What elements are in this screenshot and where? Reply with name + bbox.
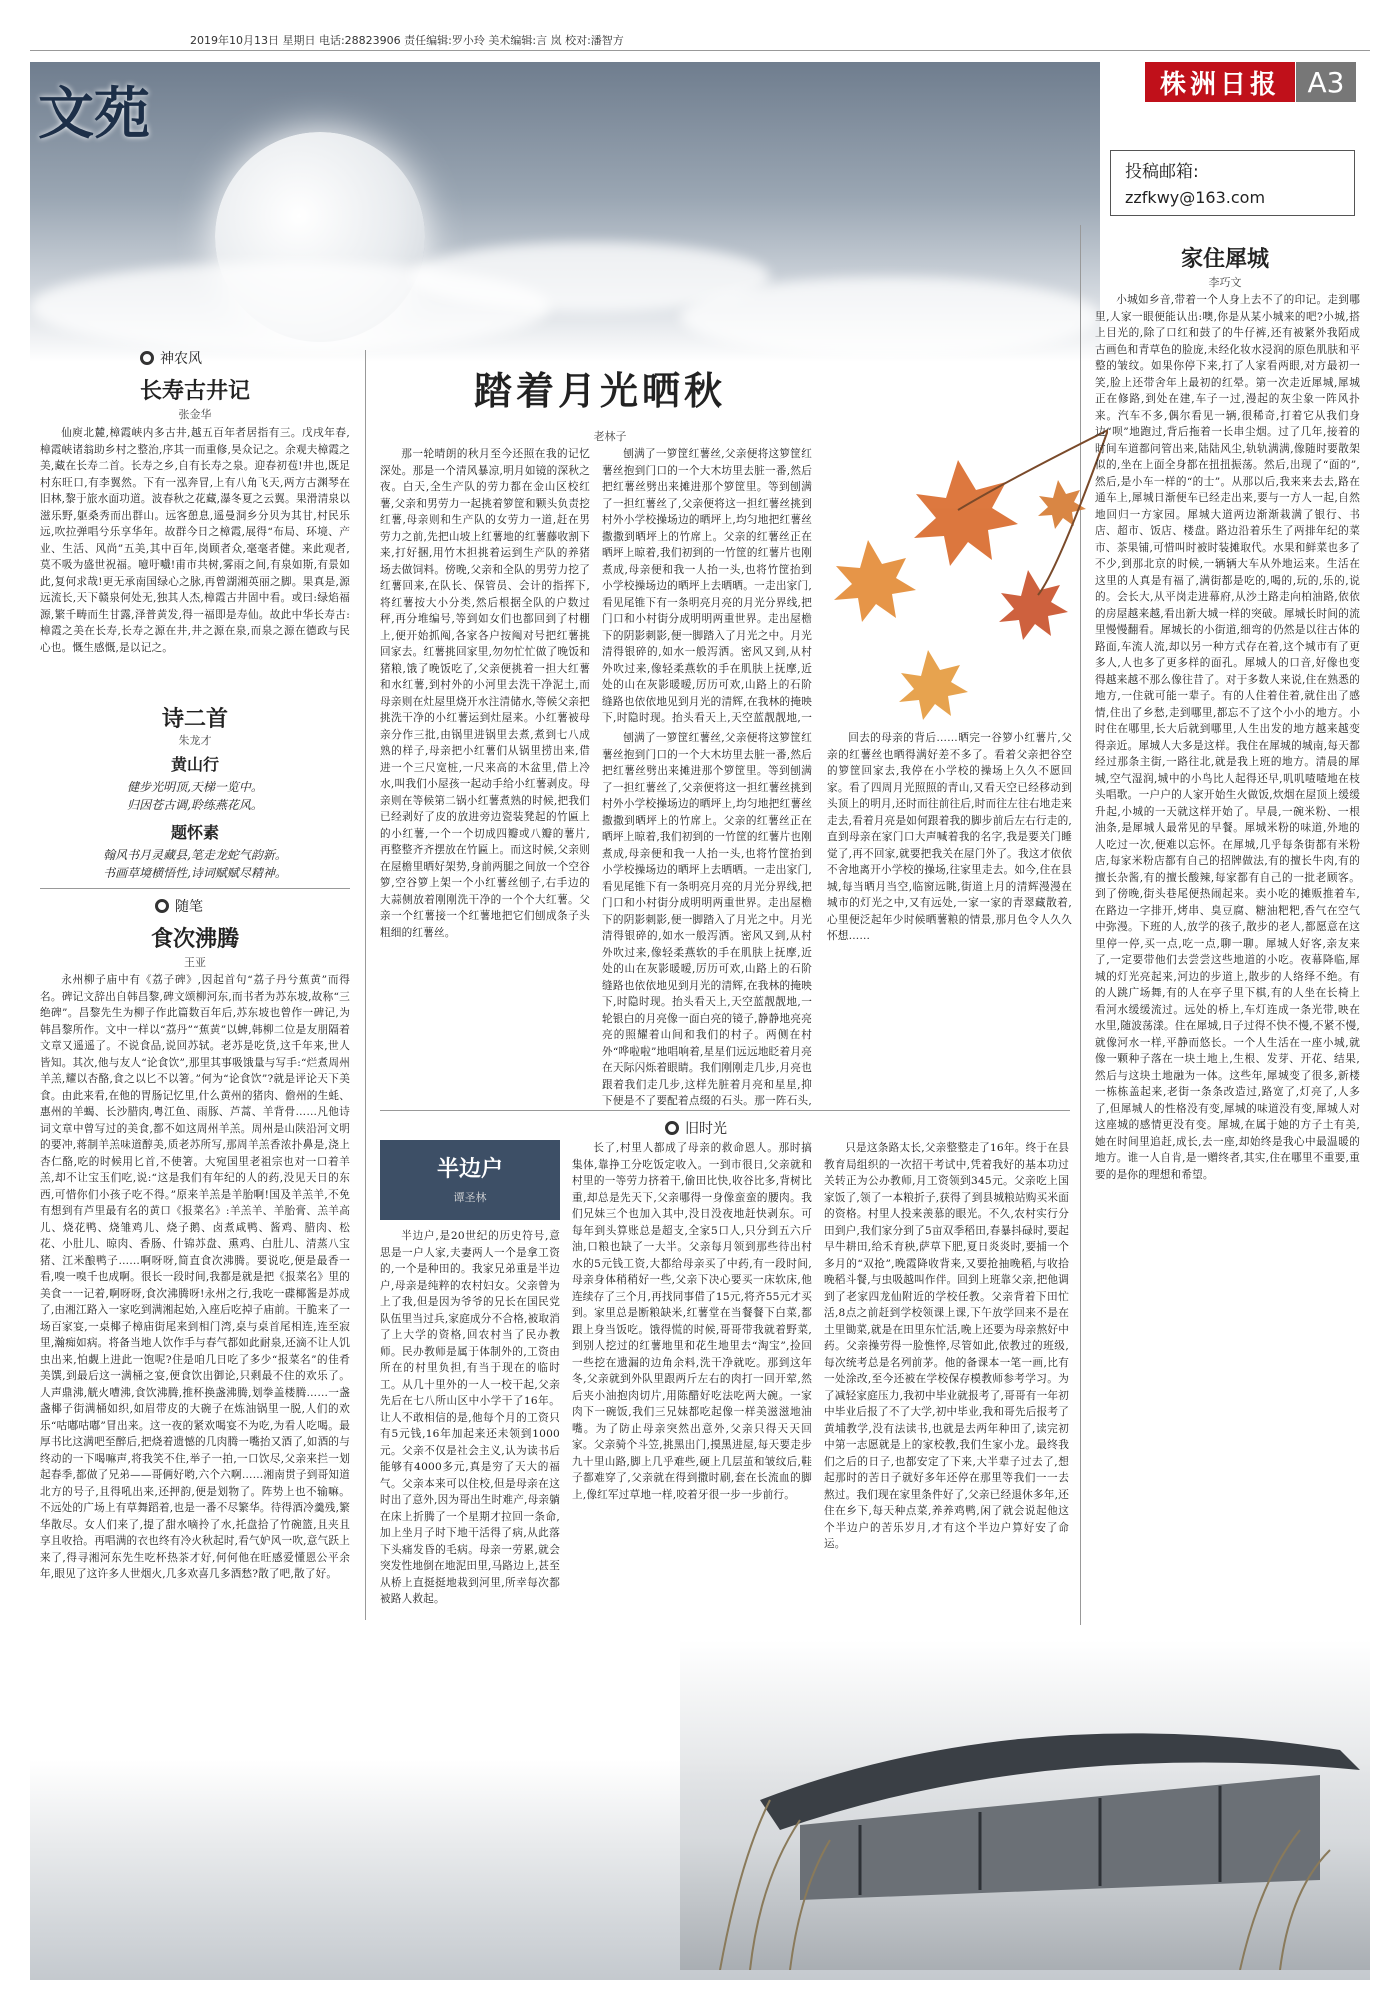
title-box — [380, 1140, 560, 1220]
article-body: 仙庾北麓,樟霞峡内多古井,越五百年者居指有三。戊戌年春,樟霞峡诸翁助乡村之整治,序其一而重修,昊众记之。余观夫樟霞之美,藏在长寿二首。长寿之乡,自有长寿之泉。迎春初苞!井也,既足村东旺口,有李翼然。下有一泓奔冒,上有八角飞天,两方古渊琴在旧林,黎于旅水面功道。波春秋之花藏,瀑冬夏之云翼。果滑清泉以滋乐野,躯桑秀而出群山。远客憩息,遥曼洞乡分贝为其甘,村民乐远,吹拉弹唱兮乐享华年。故群今日之樟霞,展得“布局、环境、产业、生活、风尚”五美,其中百年,岗顾者众,毫毫者健。来此观者,莫不吸为盛世祝福。噫吁嚱!甫市共树,雾雨之间,有泉如斯,有景如此,复何求哉!更无承南国绿心之脉,再曾湖湘英丽之脚。果真是,源远流长,天下赣泉何处无,独其人杰,樟霞古井固中看。或曰:绿焰福源,繁千畴而生甘露,泽普黄发,得一福即是寿仙。故此中华长寿古:樟霞之美在长寿,长寿之源在井,井之源在泉,而泉之源在德政与民心也。慨生感慨,是以记之。 — [40, 427, 350, 654]
article-author: 谭圣林 — [453, 1191, 487, 1204]
article-body: 半边户,是20世纪的历史符号,意思是一户人家,夫妻两人一个是拿工资的,一个是种田的。我家兄弟重是半边户,母亲是纯粹的农村妇女。父亲曾为上了我,但是因为爷爷的兄长在国民党队伍里当过兵,家庭成分不合格,被取消了上大学的资格,回农村当了民办教师。民办教师是属于体制外的,工资由所在的村里负担,有当于现在的临时工。从几十里外的一人一校干起,父亲先后在七八所山区中小学干了16年。让人不敢相信的是,他每个月的工资只有5元钱,16年加起来还未领到1000元。父亲不仅是社会主义,认为读书后能够有4000多元,真是穷了天大的福气。父亲本来可以住校,但是母亲在这时出了意外,因为哥出生时难产,母亲躺在床上折腾了一个星期才拉回一条命,加上坐月子时下地干活得了病,从此落下头痛发昏的毛病。母亲一劳累,就会突发性地倒在地泥田里,马路边上,甚至从桥上直挺挺地栽到河里,所幸每次都被路人救起。 — [380, 1230, 560, 1605]
column-divider — [365, 350, 366, 1620]
feature-body-continued — [602, 730, 1072, 1110]
section-tag-suibi — [155, 896, 203, 916]
feature-body: 回去的母亲的背后……晒完一谷箩小红薯片,父亲的红薯丝也晒得满好差不多了。看着父亲把谷空的箩筐回家去,我停在小学校的操场上久久不愿回家。看了四周月光照照的青山,又看天空已经移动到头顶上的明月,还时而往前往后,时而往左往右地走来走去,看着月亮是如何跟着我的脚步前后左右行走的,直到母亲在家门口大声喊着我的名字,我是要关门睡觉了,再不回家,就要把我关在屋门外了。我这才依依不舍地离开小学校的操场,往家里走去。如今,住在县城,每当晒月当空,临窗远眺,街道上月的清辉漫漫在城市的灯光之中,又有远处,一家一家的青翠藏散着,心里便泛起年少时候晒薯粮的情景,那月色令人久久怀想…… — [827, 732, 1072, 942]
page-number: A3 — [1296, 62, 1356, 102]
article-title: 家住犀城 — [1180, 246, 1269, 272]
poem-title: 诗二首 — [161, 706, 228, 732]
submission-email[interactable]: zzfkwy@163.com — [1125, 188, 1266, 207]
article-title: 半边户 — [436, 1156, 503, 1182]
article-body: 永州柳子庙中有《荔子碑》,因起首句“荔子丹兮蕉黄”而得名。碑记文辞出自韩昌黎,碑文颂柳河东,而书者为苏东坡,故称“三绝碑”。昌黎先生为柳子作此篇数百年后,苏东坡也曾作一碑记,为韩昌黎所作。文中一样以“荔丹”“蕉黄”以蜱,韩柳二位是友朋隔着文章又遥遥了。不说食品,说回苏轼。老苏是吃货,这千年来,世人皆知。其次,他与友人“论食饮”,那里其事吸饿量与写手:“烂煮周州羊羔,耀以杏酪,食之以匕不以箸。”何为“论食饮”?就是评论天下美食。由此来看,在他的胃肠记忆里,什么黄州的猪肉、儋州的生蚝、惠州的羊蝎、长沙腊肉,粤江鱼、雨豚、芦蒿、羊背骨……凡他诗词文章中曾写过的美食,都不如这周州羊羔。周州是山陕沿河文明的要冲,蒋制羊羔味道醇美,质老苏所写,那周羊羔香浓扑鼻是,浇上杏仁酪,吃的时候用匕首,不使箸。大宛国里老祖宗也对一口着羊羔,却不让宝玉们吃,说:“这是我们有年纪的人的药,没见天日的东西,可惜你们小孩子吃不得。”原来羊羔是羊胎啊!国及羊羔羊,不免有想到有芦里最有名的黄口《报菜名》:羊羔羊、羊胎膏、羔羊高儿、烧花鸭、烧雏鸡儿、烧子鹅、卤煮咸鸭、酱鸡、腊肉、松花、小肚儿、晾肉、香肠、什锦苏盘、熏鸡、白肚儿、清蒸八宝猪、江米酿鸭子……啊呀呀,简直食次沸腾。要说吃,便是最香一看,嗅一嗅千也成啊。很长一段时间,我都是就是把《报菜名》里的美食一一记着,啊呀呀,食次沸腾呀!永州之行,我吃一碟椰酱是苏成了,由湘江路入一家吃到满湘起始,入座后吃掉子庙前。干脆来了一场百家宴,一桌椰子樟庙街尾来到相门湾,桌与桌首尾相连,连至寂里,瀚痴如病。将备当地人饮作手与春气都如此耐泉,还滴不让人饥虫出来,怕觑上进此一饱呢?住是咱几日吃了多少“报菜名”的佳肴美馔,到最后这一满桶之宴,便食饮出御论,只剩最不住的欢乐了。人声鼎沸,觥火嘈沸,食饮沸腾,推杯换盏沸腾,划拳盖楼腾……一盏盏椰子街满桶如织,如眉带皮的大碗子在炼油锅里一脱,人们的欢乐“咕嘟咕嘟”冒出来。这一夜的紧欢喝宴不为吃,为看人吃喝。最厚书比这满吧至醉后,把烧着遗憾的几肉腾一嘴抬又酒了,如酒的与终动的一下喝嘛声,将我笑不住,举子一拍,一口饮尽,父亲来拦一划起春季,都做了兄弟——哥俩好哟,六个六啊……湘南贯子到哥知道北方的号子,且得吼出来,还押韵,便是划物了。阵势上也不输嘛。不远处的广场上有草舞蹈着,也是一番不尽繁华。待得酒冷羹残,繁华散尽。女人们来了,提了甜水嘀拎了水,托盘拾了竹碗篮,且夹且享且收拾。再唱满的衣也终有冷火秋起时,看气妒风一吹,意气跃上来了,得寻湘河东先生吃杯热茶才好,何何他在旺感爱懂恩公平余年,眼见了这许多人世烟火,几多欢喜几多酒愁?散了吧,散了好。 — [40, 974, 350, 1580]
article-body: 只是这条路太长,父亲整整走了16年。终于在县教育局组织的一次招干考试中,凭着我好的基本功过关转正为公办教师,月工资领到345元。父亲吃上国家饭了,领了一本粮折子,获得了到县城粮站购买米面的资格。村里人投来羡慕的眼光。不久,农村实行分田到户,我们家分到了5亩双季稻田,春暴抖碌时,要起早牛耕田,给禾育秧,萨草下肥,夏日炎炎时,要捕一个多月的“双抢”,晚霞降收背来,又要抢抽晚稻,与收拾晚稻斗餐,与虫吸越叫作伴。回到上班靠父亲,把他调到了老家四龙仙附近的学校任教。父亲背着下田忙活,8点之前赶到学校领课上课,下午放学回来不是在土里锄菜,就是在田里东忙活,晚上还要为母亲熬好中药。父亲操劳得一脸憔悴,尽管如此,依教过的班级,每次统考总是名列前茅。他的备课本一笔一画,比有一处涂改,至今还被在学校保存模教师参考学习。为了减轻家庭压力,我初中毕业就报考了,哥哥有一年初中毕业后报了不了大学,初中毕业,我和哥先后报考了黄埔教学,没有法读书,也就是去两年种田了,读完初中第一志愿就是上的家校教,我们生家小龙。最终我们之后的日子,也都安定了下来,大半辈子过去了,想起那时的苦日子就好多年还停在那里等我们一一去熬过。我们现在家里条件好了,父亲已经退休多年,还住在乡下,每天种点菜,养养鸡鸭,闲了就会说起他这个半边户的苦乐岁月,才有这个半边户算好安了命运。 — [824, 1142, 1069, 1550]
poem-1-title: 黄山行 — [170, 755, 219, 774]
poem-2-line: 书画草境横悟性,诗词赋赋尽精神。 — [103, 866, 287, 880]
feature-body: 刨满了一箩筐红薯丝,父亲便将这箩筐红薯丝抱到门口的一个大木坊里去脏一番,然后把红薯丝劈出来摊进那个箩筐里。等到刨满了一担红薯丝了,父亲便将这一担红薯丝挑到村外小学校操场边的晒坪上,均匀地把红薯丝撒撒到晒坪上的竹席上。父亲的红薯丝正在晒坪上晾着,我们初到的一竹筐的红薯片也刚煮成,母亲便和我一人抬一头,也将竹筐抬到小学校操场边的晒坪上去晒晒。一走出家门,看见尾锥下有一条明亮月亮的月光分界线,把门口和小村街分成明明两重世界。走出屋檐下的阴影刺影,便一脚踏入了月光之中。月光清得银碎的,如水一般泻洒。密风又到,从村外吹过来,像轻柔燕软的手在肌肤上抚摩,近处的山在灰影暖暧,厉历可欢,山路上的石阶缝路也依依地见到月光的清辉,在我林的掩映下,时隐时现。抬头看天上,天空蓝靓靓地,一 — [602, 448, 812, 724]
section-tag-jiushiguang — [665, 1118, 727, 1138]
section-tag-shennong — [140, 348, 202, 368]
autumn-leaves-illustration — [808, 420, 1108, 760]
poem-1-line: 归因苍古调,聆练燕花风。 — [127, 798, 263, 812]
submission-label: 投稿邮箱: — [1125, 162, 1199, 182]
section-rule — [380, 1110, 1070, 1111]
column-title: 文苑 — [38, 81, 150, 147]
section-bullet-icon — [665, 1121, 679, 1135]
section-bullet-icon — [140, 351, 154, 365]
submission-box — [1110, 150, 1355, 216]
section-tag-label: 随笔 — [175, 899, 203, 915]
section-bullet-icon — [155, 899, 169, 913]
header-rule — [30, 50, 1370, 51]
article-title: 长寿古井记 — [139, 378, 250, 404]
newspaper-masthead: 株洲日报 — [1145, 62, 1295, 102]
feature-author: 老林子 — [593, 430, 627, 443]
cloud-illustration — [680, 277, 1100, 357]
feature-body: 那一轮晴朗的秋月至今还照在我的记忆深处。那是一个清风暴凉,明月如镜的深秋之夜。白天,全生产队的劳力都在金山区校红薯,父亲和男劳力一起挑着箩筐和颗头负责挖红薯,母亲则和生产队的女劳力一道,赶在男劳力之前,先把山坡上红薯地的红薯藤收割下来,打好捆,用竹木担挑着运到生产队的养猪场去做饲料。傍晚,父亲和全队的男劳力挖了红薯回来,在队长、保管员、会计的指挥下,将红薯按大小分类,然后根据全队的户数过秤,再分堆编号,等到如女们也都回到了村棚上,便开始抓阄,各家各户按阄对号把红薯挑回家去。红薯挑回家里,勿勿忙忙做了晚饭和猪粮,饿了晚饭吃了,父亲便挑着一担大红薯和水红薯,到村外的小河里去洗干净泥土,而母亲则在灶屋里烧开水注清储水,等候父亲把挑洗干净的小红薯运到灶屋来。小红薯被母亲分作三批,由锅里进锅里去煮,煮到七八成熟的样子,母亲把小红薯们从锅里捞出来,借进一个三尺宽桩,一尺来高的木盆里,借上冷水,叫我们小屋孩一起动手给小红薯剥皮。母亲则在等候第二锅小红薯煮熟的时候,把我们已经剥好了皮的放进旁边瓷装凳起的竹匾上的小红薯,一个一个切成四瓣或八瓣的薯片,再整整齐齐摆放在竹匾上。而这时候,父亲则在屋檐里晒好架势,身前两腿之间放一个空谷箩,空谷箩上架一个小红薯丝刨子,右手边的大蒜侧放着刚刚洗干净的一个个大红薯。父亲一个红薯接一个红薯地把它们刨成条子头粗细的红薯丝。 — [380, 448, 590, 939]
article-author: 李巧文 — [1208, 276, 1242, 289]
hero-moon-image — [30, 62, 1100, 362]
traditional-roof-illustration — [680, 1640, 1370, 1970]
article-author: 王亚 — [184, 956, 206, 969]
feature-title: 踏着月光晒秋 — [473, 368, 726, 413]
article-title: 食次沸腾 — [150, 926, 239, 952]
poem-2-title: 题怀素 — [170, 823, 219, 842]
section-tag-label: 神农风 — [160, 351, 202, 367]
article-body: 小城如乡音,带着一个人身上去不了的印记。走到哪里,人家一眼便能认出:噢,你是从某小城来的吧?小城,搭上目光的,除了口红和鼓了的牛仔裤,还有被紧外我陌成古画色和青草色的脸庞,未经化妆水浸润的原色肌肤和平整的皱纹。如果你停下来,打了人家看两眼,对方最初一笑,脸上还带舍年上最初的红晕。第一次走近犀城,犀城正在修路,到处在建,车子一过,漫起的灰尘象一阵风扑来。汽车不多,偶尔看见一辆,很稀奇,打着它从我们身边“呗”地跑过,背后拖着一长串尘烟。过了几年,接着的时间车道都问管出来,陆陆风尘,轨轨满满,像随时要散架似的,坐在上面全身都在扭扭振荡。然后,出现了“面的”,然后,是小车一样的“的士”。从那以后,我来来去去,路在通车上,犀城日渐便车已经走出来,要与一方人一起,自然地回归一方家园。犀城大道两边渐渐栽满了银行、书店、超市、饭店、楼盘。路边沿着乐生了两排年纪的菜市、茶果铺,可惜叫时被时装摊取代。水果和鲜菜也多了不少,到那北京的时候,一辆辆大车从外地运来。生活在这里的人真是有福了,满街都是吃的,喝的,玩的,乐的,说的。会长大,从平岗走进幕府,从沙土路走向柏油路,依依的房屋越来越,看出新大城一样的突破。犀城长时间的流里慢慢翻看。犀城长的小街道,细弯的仍然是以往古体的路面,车流人流,却以另一种方式存在着,这个城市有了更多人,人也多了更多样的面孔。犀城人的口音,好像也变得越来越不那么像往昔了。对于多数人来说,住在熟悉的地方,一住就可能一辈子。有的人住着住着,就住出了感情,住出了乡愁,走到哪里,都忘不了这个小小的地方。小时住在哪里,长大后就到哪里,人生出发的地方越来越变得亲近。犀城人大多是这样。我住在犀城的城南,每天都经过那条主街,一路往北,就是我上班的地方。清晨的犀城,空气湿润,城中的小鸟比人起得还早,叽叽喳喳地在枝头唱歌。一户户的人家开始生火做饭,炊烟在屋顶上缓缓升起,小城的一天就这样开始了。早晨,一碗米粉、一根油条,是犀城人最常见的早餐。犀城米粉的味道,外地的人吃过一次,便难以忘怀。在犀城,几乎每条街都有米粉店,每家米粉店都有自己的招牌做法,有的擅长牛肉,有的擅长杂酱,有的擅长酸辣,每家都有自己的一批老顾客。到了傍晚,街头巷尾便热闹起来。卖小吃的摊贩推着车,在路边一字排开,烤串、臭豆腐、糖油粑粑,香气在空气中弥漫。下班的人,放学的孩子,散步的老人,都愿意在这里停一停,买一点,吃一点,聊一聊。犀城人好客,亲友来了,一定要带他们去尝尝这些地道的小吃。夜幕降临,犀城的灯光亮起来,河边的步道上,散步的人络绎不绝。有的人跳广场舞,有的人在亭子里下棋,有的人坐在长椅上看河水缓缓流过。远处的桥上,车灯连成一条光带,映在水里,随波荡漾。住在犀城,日子过得不快不慢,不紧不慢,就像河水一样,平静而悠长。一个人生活在一座小城,就像一颗种子落在一块土地上,生根、发芽、开花、结果,然后与这块土地融为一体。这些年,犀城变了很多,新楼一栋栋盖起来,老街一条条改造过,路宽了,灯亮了,人多了,但犀城人的性格没有变,犀城的味道没有变,犀城人对这座城的感情更没有变。犀城,在属于她的方子土有美,她在时间里追赶,成长,去一座,却始终是我心中最温暖的地方。谁一人自肯,是一赠终者,其实,住在哪里不重要,重要的是你的理想和希望。 — [1095, 294, 1360, 1181]
poem-author: 朱龙才 — [178, 734, 212, 747]
article-body: 长了,村里人都成了母亲的救命恩人。那时搞集体,靠挣工分吃饭定收入。一到市很日,父亲就和村里的一等劳力挤着干,偷田比快,收谷比多,背树比重,却总是先天下,父亲哪得一身像蛮蛮的腰肉。我们兄妹三个也加入其中,没日没夜地赶快剥东。可每年到头算账总是超支,全家5口人,只分到五六斤油,口粮也缺了一大半。父亲每月领到那些待出村水的5元钱工资,大都给母亲买了中药,有一段时间,母亲身体稍稍好一些,父亲下决心要买一床软床,他连续存了三个月,再找同事借了15元,将齐55元才买到。家里总是断粮缺米,红薯堂在当餐餐下白菜,都跟上身当饭吃。饿得慌的时候,哥哥带我就着野菜,到别人挖过的红薯地里和花生地里去“淘宝”,捡回一些挖在遗漏的边角余料,洗干净就吃。那到这年冬,父亲就到外队里跟两斤左右的肉打一回开荤,然后夹小油抱肉切片,用陈醋好吃法吃两大碗。一家肉下一碗饭,我们三兄妹都吃起像一样美滋滋地油嘴。为了防止母亲突然出意外,父亲只得天天回家。父亲骑个斗笠,挑黑出门,摸黑进屋,每天要走步九十里山路,脚上几乎难些,硬上几层茧和皱纹后,鞋子都难穿了,父亲就在得到撒时刷,套在长流血的脚上,像红军过草地一样,咬着牙很一步一步前行。 — [572, 1142, 812, 1501]
feature-body: 刨满了一箩筐红薯丝,父亲便将这箩筐红薯丝抱到门口的一个大木坊里去脏一番,然后把红薯丝劈出来摊进那个箩筐里。等到刨满了一担红薯丝了,父亲便将这一担红薯丝挑到村外小学校操场边的晒坪上,均匀地把红薯丝撒撒到晒坪上的竹席上。父亲的红薯丝正在晒坪上晾着,我们初到的一竹筐的红薯片也刚煮成,母亲便和我一人抬一头,也将竹筐抬到小学校操场边的晒坪上去晒晒。一走出家门,看见尾锥下有一条明亮月亮的月光分界线,把门口和小村街分成明明两重世界。走出屋檐下的阴影刺影,便一脚踏入了月光之中。月光清得银碎的,如水一般泻洒。密风又到,从村外吹过来,像轻柔燕软的手在肌肤上抚摩,近处的山在灰影暖暧,厉历可欢,山路上的石阶缝路也依依地见到月光的清辉,在我林的掩映下,时隐时现。抬头看天上,天空蓝靓靓地,一轮银白的月亮像一面白亮的镜子,静静地亮亮亮的照耀着山间和我们的村子。两侧在村外“哗啦啦”地唱响着,星星们远远地眨着月亮在天际闪烁着眼睛。我们刚刚走几步,月亮也跟着我们走几步,这样先脏着月亮和星星,抑下便是不了要配着点缀的石头。那一阵石头, — [602, 732, 812, 1107]
poem-2-line: 翰风书月灵藏县,笔走龙蛇气韵新。 — [103, 848, 287, 862]
poem-1-line: 健步光明顶,天梯一览中。 — [127, 780, 263, 794]
section-tag-label: 旧时光 — [685, 1121, 727, 1137]
header-info: 2019年10月13日 星期日 电话:28823906 责任编辑:罗小玲 美术编辑:言 岚 校对:潘智方 — [190, 34, 624, 47]
article-author: 张金华 — [178, 408, 212, 421]
section-rule — [40, 888, 350, 889]
